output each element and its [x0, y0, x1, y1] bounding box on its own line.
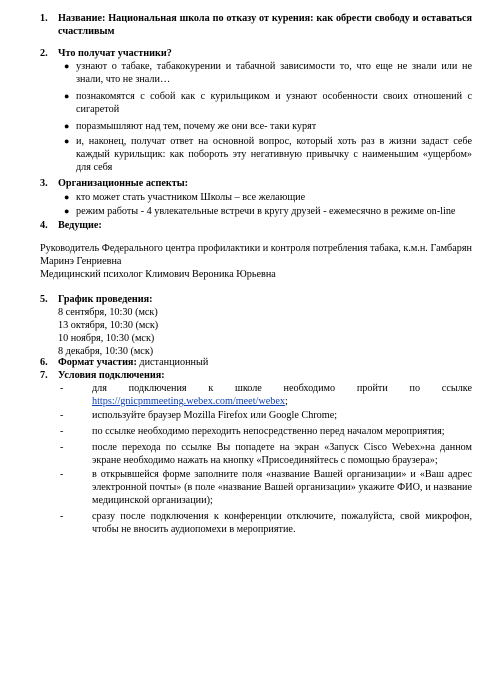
- bullet-icon: ●: [64, 121, 70, 131]
- list-item-text: сразу после подключения к конференции отключите, пожалуйста, свой микрофон, чтобы не вносить аудиопомехи в мероприятие.: [92, 511, 472, 535]
- section-label: Формат участия:: [58, 357, 137, 368]
- section-title: Условия подключения:: [58, 370, 165, 381]
- schedule-date: 13 октября, 10:30 (мск): [58, 320, 159, 331]
- list-item-text: режим работы - 4 увлекательные встречи в кругу друзей - ежемесячно в режиме on-line: [76, 206, 456, 217]
- webex-link[interactable]: https://gnicpmmeeting.webex.com/meet/webex: [92, 396, 285, 407]
- section-line: [58, 356, 472, 369]
- schedule-date: 8 декабря, 10:30 (мск): [58, 346, 154, 357]
- bullet-icon: ●: [64, 61, 70, 71]
- schedule-date: 8 сентября, 10:30 (мск): [58, 307, 158, 318]
- list-item-text: в открывшейся форме заполните поля «название Вашей организации» и «Ваш адрес электронной почты» (в поле «название Вашей организации» укажите ФИО, и название медицинской организации);: [92, 469, 472, 506]
- section-number: 7.: [40, 370, 48, 381]
- dash-marker: -: [60, 383, 64, 394]
- section-number: 2.: [40, 48, 48, 59]
- link-line: [92, 395, 472, 408]
- dash-marker: -: [60, 442, 64, 453]
- section-value: дистанционный: [136, 357, 209, 368]
- list-item-text: кто может стать участником Школы – все желающие: [76, 192, 306, 203]
- list-item-text: и, наконец, получат ответ на основной вопрос, который хоть раз в жизни задаст себе каждый курильщик: как побороть эту негативную привычку с наименьшим «ущербом» для себя: [76, 136, 472, 173]
- link-suffix: ;: [284, 396, 288, 407]
- section-number: 4.: [40, 220, 48, 231]
- list-item-text: по ссылке необходимо переходить непосредственно перед началом мероприятия;: [92, 426, 445, 437]
- section-title: Организационные аспекты:: [58, 178, 189, 189]
- leader-primary: Руководитель Федерального центра профилактики и контроля потребления табака, к.м.н. Гамбарян Маринэ Генриевна: [40, 243, 472, 267]
- bullet-icon: ●: [64, 136, 70, 146]
- list-item-text: используйте браузер Mozilla Firefox или Google Chrome;: [92, 410, 338, 421]
- section-title: Ведущие:: [58, 220, 102, 231]
- dash-marker: -: [60, 469, 64, 480]
- bullet-icon: ●: [64, 91, 70, 101]
- section-number: 1.: [40, 13, 48, 24]
- section-title: Что получат участники?: [58, 48, 172, 59]
- dash-marker: -: [60, 511, 64, 522]
- list-item-text: поразмышляют над тем, почему же они все- таки курят: [76, 121, 317, 132]
- leader-secondary: Медицинский психолог Климович Вероника Юрьевна: [40, 269, 276, 280]
- section-number: 5.: [40, 294, 48, 305]
- schedule-date: 10 ноября, 10:30 (мск): [58, 333, 155, 344]
- list-item-text: узнают о табаке, табакокурении и табачной зависимости то, что еще не знали или не знали, что не знали…: [76, 61, 472, 85]
- list-item-text: после перехода по ссылке Вы попадете на экран «Запуск Cisco Webex»на данном экране необходимо нажать на кнопку «Присоединяйтесь с помощью браузера»;: [92, 442, 472, 466]
- section-number: 3.: [40, 178, 48, 189]
- dash-marker: -: [60, 426, 64, 437]
- dash-marker: -: [60, 410, 64, 421]
- bullet-icon: ●: [64, 192, 70, 202]
- list-item-text: для подключения к школе необходимо пройти по ссылке: [92, 383, 472, 394]
- section-title: График проведения:: [58, 294, 153, 305]
- list-item-text: познакомятся с собой как с курильщиком и узнают особенности своих отношений с сигаретой: [76, 91, 472, 115]
- bullet-icon: ●: [64, 206, 70, 216]
- section-number: 6.: [40, 357, 48, 368]
- section-title: Название: Национальная школа по отказу от курения: как обрести свободу и оставаться счастливым: [58, 13, 472, 37]
